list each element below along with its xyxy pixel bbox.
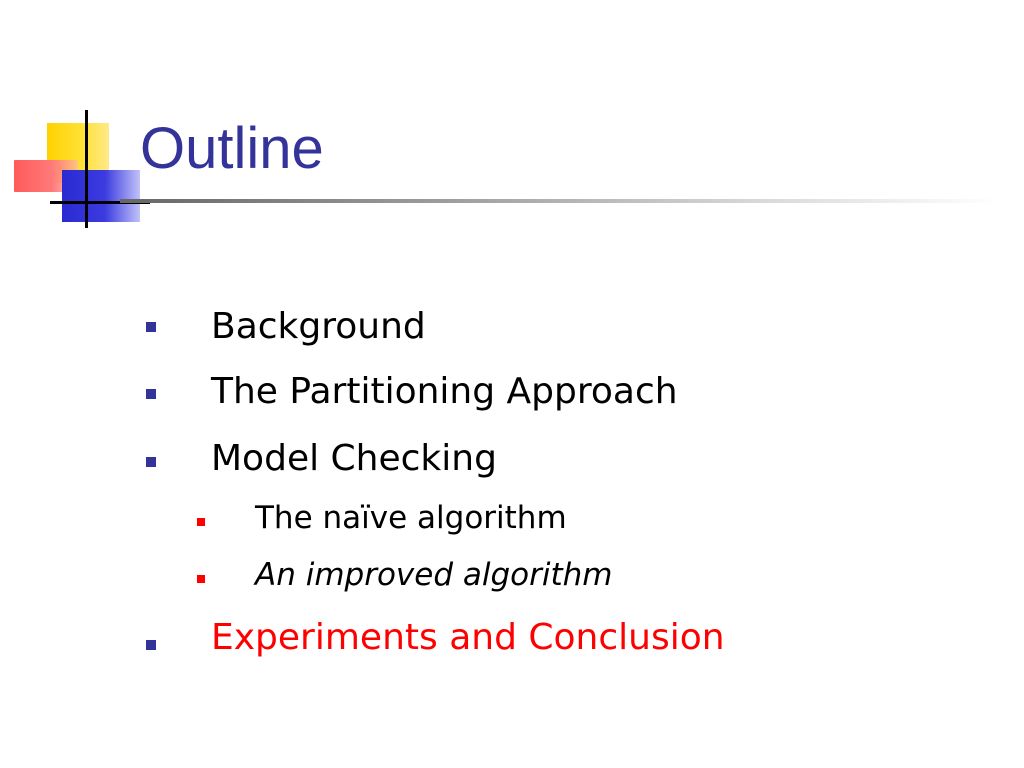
blue-square [62, 170, 140, 222]
square-bullet-icon [197, 518, 205, 526]
list-item-text: An improved algorithm [255, 557, 613, 593]
title-underline [120, 199, 1000, 203]
square-bullet-icon [197, 575, 205, 583]
square-bullet-icon [146, 457, 156, 467]
vertical-line [85, 110, 88, 228]
square-bullet-icon [146, 640, 156, 650]
square-bullet-icon [146, 322, 156, 332]
list-item-text: Background [211, 306, 426, 347]
list-item-text: The naïve algorithm [255, 500, 567, 536]
list-item-text: Experiments and Conclusion [211, 617, 725, 658]
list-item-text: The Partitioning Approach [211, 371, 678, 412]
slide-title: Outline [140, 116, 324, 181]
square-bullet-icon [146, 389, 156, 399]
list-item-text: Model Checking [211, 438, 497, 479]
